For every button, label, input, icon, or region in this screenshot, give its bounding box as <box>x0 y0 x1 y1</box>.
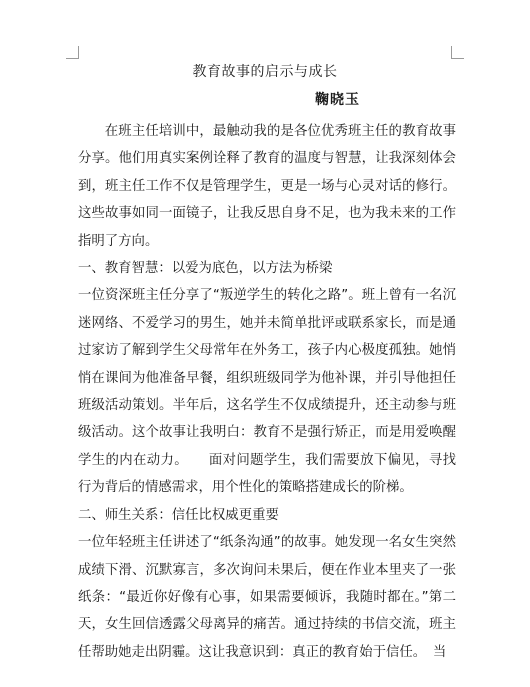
document-body <box>78 118 456 666</box>
page-corner-mark-top-left <box>66 46 79 59</box>
section-heading-1: 一、教育智慧：以爱为底色，以方法为桥梁 <box>78 261 333 277</box>
section-body-1: 一位资深班主任分享了“叛逆学生的转化之路”。班上曾有一名沉迷网络、不爱学习的男生，她并未简单批评或联系家长，而是通过家访了解到学生父母常年在外务工，孩子内心极度孤独。她悄悄在课间为他准备早餐，组织班级同学为他补课，并引导他担任班级活动策划。半年后，这名学生不仅成绩提升，还主动参与班级活动。这个故事让我明白：教育不是强行矫正，而是用爱唤醒学生的内在动力。 面对问题学生，我们需要放下偏见，寻找行为背后的情感需求，用个性化的策略搭建成长的阶梯。 <box>78 288 456 496</box>
section-body-2: 一位年轻班主任讲述了“纸条沟通”的故事。她发现一名女生突然成绩下滑、沉默寡言，多次询问未果后，便在作业本里夹了一张纸条：“最近你好像有心事，如果需要倾诉，我随时都在。”第二天，女生回信透露父母离异的痛苦。通过持续的书信交流，班主任帮助她走出阴霾。这让我意识到：真正的教育始于信任。 当 <box>78 535 456 660</box>
document-title: 教育故事的启示与成长 <box>192 64 338 80</box>
section-heading-2: 二、师生关系：信任比权威更重要 <box>78 507 279 523</box>
page-corner-mark-top-right <box>451 46 464 59</box>
document-author: 鞠晓玉 <box>315 92 360 108</box>
intro-paragraph: 在班主任培训中，最触动我的是各位优秀班主任的教育故事分享。他们用真实案例诠释了教育的温度与智慧，让我深刻体会到，班主任工作不仅是管理学生，更是一场与心灵对话的修行。这些故事如同一面镜子，让我反思自身不足，也为我未来的工作指明了方向。 <box>78 124 456 249</box>
